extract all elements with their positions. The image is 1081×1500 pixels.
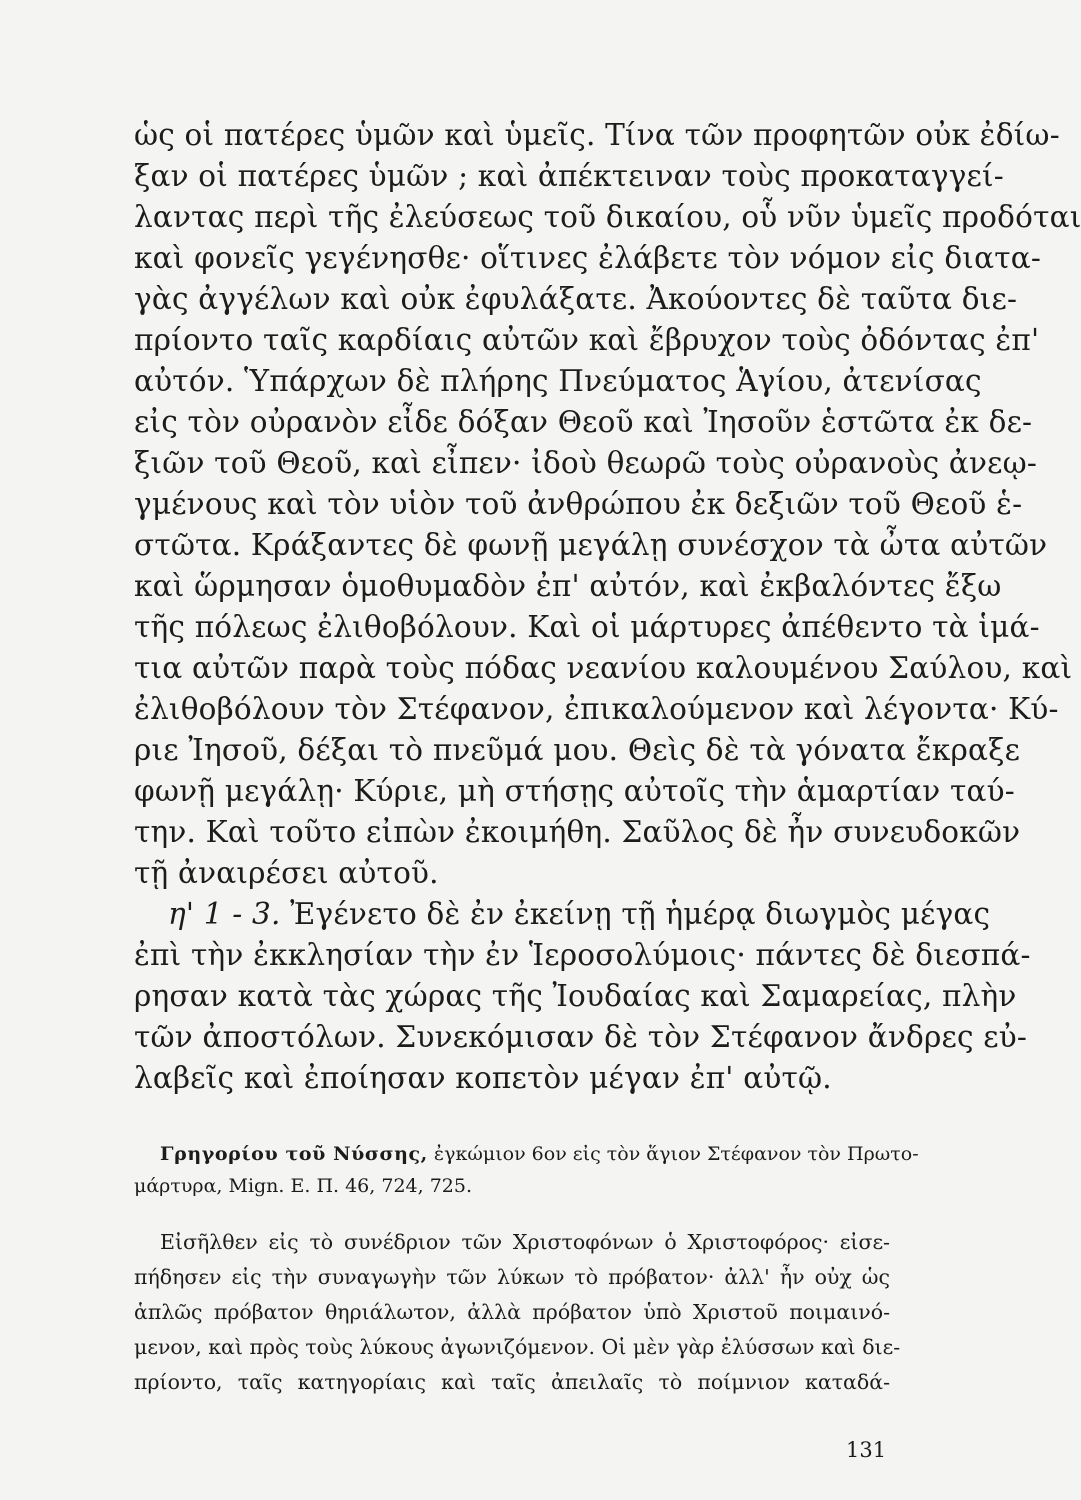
text-line: καὶ φονεῖς γεγένησθε· οἵτινες ἐλάβετε τὸν νόμον εἰς διατα- [134, 241, 1041, 275]
text-line: γὰς ἀγγέλων καὶ οὐκ ἐφυλάξατε. Ἀκούοντες δὲ ταῦτα διε- [134, 282, 1018, 316]
text-line: καὶ ὥρμησαν ὁμοθυμαδὸν ἐπ' αὐτόν, καὶ ἐκβαλόντες ἔξω [134, 569, 1002, 603]
quote-line: μενον, καὶ πρὸς τοὺς λύκους ἀγωνιζόμενον. Οἱ μὲν γὰρ ἐλύσσων καὶ διε- [134, 1335, 901, 1359]
quote-line: ἁπλῶς πρόβατον θηριάλωτον, ἀλλὰ πρόβατον ὑπὸ Χριστοῦ ποιμαινό- [134, 1300, 890, 1324]
quote-line: πρίοντο, ταῖς κατηγορίαις καὶ ταῖς ἀπειλαῖς τὸ ποίμνιον καταδά- [134, 1370, 890, 1394]
source-title: ἐγκώμιον 6ον εἰς τὸν ἅγιον Στέφανον τὸν Πρωτο- [427, 1143, 919, 1165]
text-line: ξιῶν τοῦ Θεοῦ, καὶ εἶπεν· ἰδοὺ θεωρῶ τοὺς οὐρανοὺς ἀνεῳ- [134, 446, 1038, 480]
source-citation-line: μάρτυρα, Mign. E. Π. 46, 724, 725. [134, 1175, 473, 1197]
text-line: τια αὐτῶν παρὰ τοὺς πόδας νεανίου καλουμένου Σαύλου, καὶ [134, 651, 1073, 685]
text-line: τῇ ἀναιρέσει αὐτοῦ. [134, 856, 439, 890]
verse-text: Ἐγένετο δὲ ἐν ἐκείνῃ τῇ ἡμέρᾳ διωγμὸς μέγας [280, 897, 991, 931]
verse-line [168, 897, 991, 931]
text-line: στῶτα. Κράξαντες δὲ φωνῇ μεγάλῃ συνέσχον τὰ ὦτα αὐτῶν [134, 528, 1048, 562]
verse-reference: η' 1 - 3. [168, 897, 281, 931]
text-line: φωνῇ μεγάλῃ· Κύριε, μὴ στήσῃς αὐτοῖς τὴν ἁμαρτίαν ταύ- [134, 774, 1015, 808]
page-number: 131 [846, 1438, 887, 1462]
text-line: την. Καὶ τοῦτο εἰπὼν ἐκοιμήθη. Σαῦλος δὲ ἦν συνευδοκῶν [134, 815, 1021, 849]
text-line: ἐλιθοβόλουν τὸν Στέφανον, ἐπικαλούμενον καὶ λέγοντα· Κύ- [134, 692, 1059, 726]
quote-line: Εἰσῆλθεν εἰς τὸ συνέδριον τῶν Χριστοφόνων ὁ Χριστοφόρος· εἰσε- [160, 1230, 890, 1254]
text-line: πρίοντο ταῖς καρδίαις αὐτῶν καὶ ἔβρυχον τοὺς ὀδόντας ἐπ' [134, 323, 1040, 357]
text-line: τῶν ἀποστόλων. Συνεκόμισαν δὲ τὸν Στέφανον ἄνδρες εὐ- [134, 1020, 1028, 1054]
text-line: ρησαν κατὰ τὰς χώρας τῆς Ἰουδαίας καὶ Σαμαρείας, πλὴν [134, 979, 1017, 1013]
text-line: γμένους καὶ τὸν υἱὸν τοῦ ἀνθρώπου ἐκ δεξιῶν τοῦ Θεοῦ ἑ- [134, 487, 1023, 521]
text-line: ἐπὶ τὴν ἐκκλησίαν τὴν ἐν Ἱεροσολύμοις· πάντες δὲ διεσπά- [134, 938, 1031, 972]
text-line: εἰς τὸν οὐρανὸν εἶδε δόξαν Θεοῦ καὶ Ἰησοῦν ἑστῶτα ἐκ δε- [134, 405, 1033, 439]
text-line: λαβεῖς καὶ ἐποίησαν κοπετὸν μέγαν ἐπ' αὐτῷ. [134, 1061, 832, 1095]
source-author: Γρηγορίου τοῦ Νύσσης, [160, 1143, 428, 1165]
text-line: ριε Ἰησοῦ, δέξαι τὸ πνεῦμά μου. Θεὶς δὲ τὰ γόνατα ἔκραξε [134, 733, 1021, 767]
text-line: ξαν οἱ πατέρες ὑμῶν ; καὶ ἀπέκτειναν τοὺς προκαταγγεί- [134, 159, 1004, 193]
text-line: τῆς πόλεως ἐλιθοβόλουν. Καὶ οἱ μάρτυρες ἀπέθεντο τὰ ἱμά- [134, 610, 1040, 644]
text-line: αὐτόν. Ὑπάρχων δὲ πλήρης Πνεύματος Ἁγίου, ἀτενίσας [134, 364, 982, 398]
quote-line: πήδησεν εἰς τὴν συναγωγὴν τῶν λύκων τὸ πρόβατον· ἀλλ' ἦν οὐχ ὡς [134, 1265, 890, 1289]
text-line: λαντας περὶ τῆς ἐλεύσεως τοῦ δικαίου, οὗ νῦν ὑμεῖς προδόται [134, 200, 1081, 234]
source-citation [160, 1143, 919, 1165]
text-line: ὡς οἱ πατέρες ὑμῶν καὶ ὑμεῖς. Τίνα τῶν προφητῶν οὐκ ἐδίω- [134, 118, 1060, 152]
